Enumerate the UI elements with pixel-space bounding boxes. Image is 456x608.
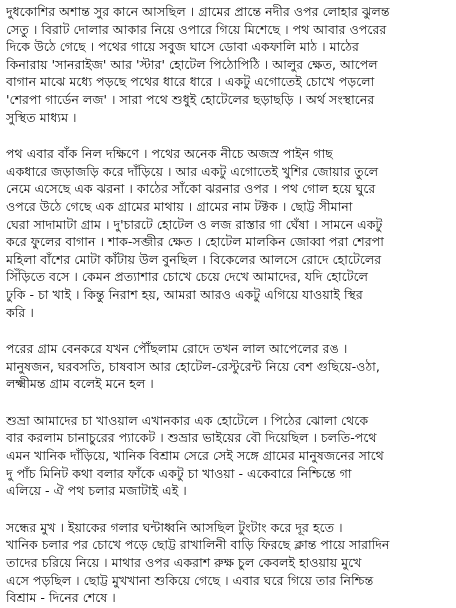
text-line: একধারে জড়াজড়ি করে দাঁড়িয়ে । আর একটু এগোতেই খুশির জোয়ার তুলে (6, 163, 379, 179)
text-line: তাদের চরিয়ে নিয়ে । মাথার ওপর একরাশ রুক্ষ চুল কেবলই হাওয়ায় মুখে (6, 555, 362, 571)
text-line: দিকে উঠে গেছে । পথের গায়ে সবুজ ঘাসে ডোবা একফালি মাঠ । মাঠের (6, 39, 359, 55)
text-line: পথ এবার বাঁক নিল দক্ষিণে । পথের অনেক নীচে অজস্র পাইন গাছ (6, 146, 333, 162)
text-line: দুধকোশির অশান্ত সুর কানে আসছিল । গ্রামের প্রান্তে নদীর ওপর লোহার ঝুলন্ত (6, 4, 390, 19)
text-line: ওপরে উঠে গেছে এক গ্রামের মাথায় । গ্রামের নাম টক্টক । ছোট্ট সীমানা (6, 198, 353, 214)
text-line: করে ফুলের বাগান । শাক-সব্জীর ক্ষেত । হোটেল মালকিন জোব্বা পরা শেরপা (6, 234, 384, 250)
text-line: সেতু । বিরাট দোলার আকার নিয়ে ওপারে গিয়ে মিশেছে । পথ আবার ওপরের (6, 21, 387, 37)
text-line: সুস্থিত মাধ্যম । (6, 109, 77, 125)
text-line: ঢুকি - চা খাই । কিন্তু নিরাশ হয়, আমরা আরও একটু এগিয়ে যাওয়াই স্থির (6, 286, 363, 302)
text-line: বাগান মাঝে মধ্যে পড়ছে পথের ধারে ধারে । একটু এগোতেই চোখে পড়লো (6, 74, 375, 90)
text-line: এলিয়ে - ঐ পথ চলার মজাটাই এই । (6, 483, 187, 499)
text-line: কিনারায় 'সানরাইজ' আর 'স্টার' হোটেল পিঠোপিঠি । আলুর ক্ষেত, আপেল (6, 56, 378, 72)
text-line: এসে পড়ছিল । ছোট্ট মুখখানা শুকিয়ে গেছে । এবার ঘরে গিয়ে তার নিশ্চিন্ত (6, 572, 374, 588)
text-line: ঘেরা সাদামাটা গ্রাম । দু'চারটে হোটেল ও লজ রাস্তার গা ঘেঁষা । সামনে একটু (6, 216, 383, 232)
text-line: বিশ্রাম - দিনের শেষে । (6, 590, 116, 606)
paragraph-3 (6, 340, 450, 393)
text-line: বার করলাম চানাচুরের প্যাকেট । শুভ্রার ভাইয়ের বৌ দিয়েছিল । চলতি-পথে (6, 430, 377, 446)
text-line: সিঁড়িতে বসে । কেমন প্রত্যাশার চোখে চেয়ে দেখে আমাদের, যদি হোটেলে (6, 269, 369, 285)
text-line: নেমে এসেছে এক ঝরনা । কাঠের সাঁকো ঝরনার ওপর । পথ গোল হয়ে ঘুরে (6, 181, 376, 197)
paragraph-4 (6, 412, 450, 500)
text-line: 'শেরপা গার্ডেন লজ' । সারা পথে শুধুই হোটেলের ছড়াছড়ি । অর্থ সংস্থানের (6, 91, 375, 107)
paragraph-5 (6, 519, 450, 607)
text-line: পরের গ্রাম বেনকরে যখন পৌঁছলাম রোদে তখন লাল আপেলের রঙ । (6, 341, 348, 357)
text-line: এমন খানিক দাঁড়িয়ে, খানিক বিশ্রাম সেরে সেই সঙ্গে গ্রামের মানুষজনের সাথে (6, 448, 384, 464)
text-line: মহিলা বাঁশের মোটা কাঁটায় উল বুনছিল । বিকেলের আলসে রোদে হোটেলের (6, 251, 382, 267)
text-line: মানুষজন, ঘরবসতি, চাষবাস আর হোটেল-রেস্টুরেন্ট নিয়ে বেশ গুছিয়ে-ওঠা, (6, 358, 380, 374)
text-line: খানিক চলার পর চোখে পড়ে ছোট্ট রাখালিনী বাড়ি ফিরছে ক্লান্ত পায়ে সারাদিন (6, 537, 390, 553)
text-line: লক্ষ্মীমন্ত গ্রাম বলেই মনে হল । (6, 376, 154, 392)
paragraph-1 (6, 3, 450, 126)
paragraph-2 (6, 145, 450, 321)
text-line: শুভ্রা আমাদের চা খাওয়াল এখানকার এক হোটেলে । পিঠের ঝোলা থেকে (6, 412, 369, 428)
text-line: সন্ধের মুখ । ইয়াকের গলার ঘন্টাধ্বনি আসছিল টুংটাং করে দূর হতে । (6, 519, 343, 535)
text-line: দু পাঁচ মিনিট কথা বলার ফাঁকে একটু চা খাওয়া - একেবারে নিশ্চিন্তে গা (6, 465, 352, 481)
text-line: করি । (6, 304, 34, 320)
